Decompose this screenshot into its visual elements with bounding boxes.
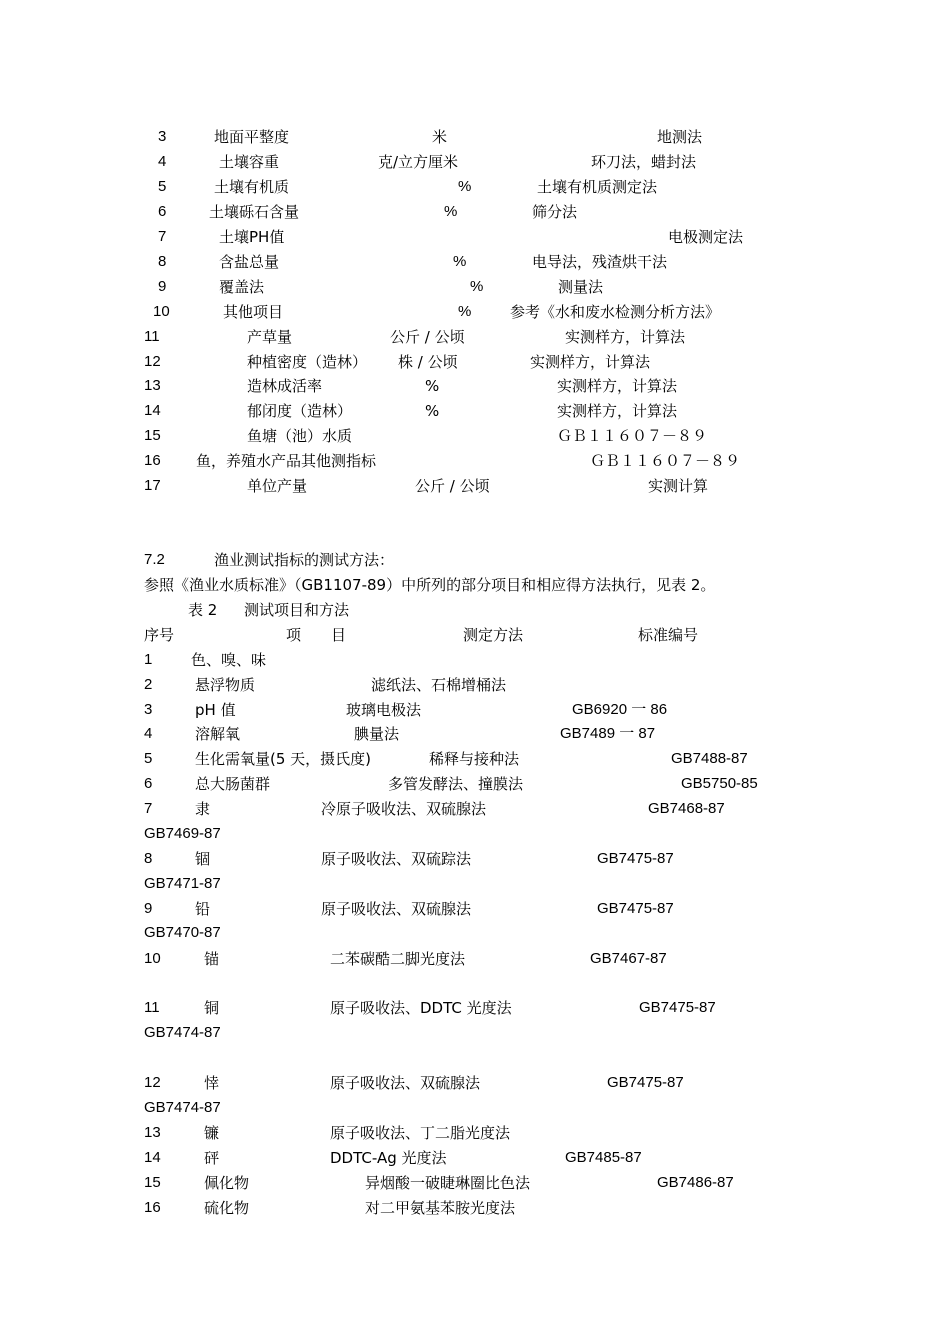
row-method: ＧＢ１１６０７－８９	[590, 452, 741, 470]
row-method: DDTC-Ag 光度法	[330, 1149, 447, 1167]
row-standard-continued: GB7469-87	[144, 825, 221, 842]
row-number: 10	[144, 950, 161, 967]
row-item: 鱼，养殖水产品其他测指标	[196, 452, 377, 470]
row-method: 原子吸收法、双硫腺法	[330, 1074, 481, 1092]
row-standard-continued: GB7471-87	[144, 875, 221, 892]
table2-row	[0, 1122, 950, 1144]
row-standard: GB7468-87	[648, 800, 725, 817]
row-standard-continued: GB7474-87	[144, 1024, 221, 1041]
row-item: 悬浮物质	[195, 676, 256, 694]
row-number: 14	[144, 1149, 161, 1166]
row-item: 土壤有机质	[214, 178, 290, 196]
row-number: 6	[158, 203, 167, 220]
row-item: 种植密度（造林）	[247, 353, 368, 371]
table1-row	[0, 251, 950, 273]
section-paragraph: 参照《渔业水质标准》（GB1107-89）中所列的部分项目和相应得方法执行，见表 2。	[144, 576, 716, 594]
row-number: 12	[144, 353, 161, 370]
row-unit: %	[453, 253, 467, 270]
row-method: 实测样方，计算法	[565, 328, 686, 346]
row-number: 16	[144, 452, 161, 469]
row-item: 土壤PH值	[219, 228, 285, 246]
row-item: 砰	[204, 1149, 220, 1167]
row-method: 玻璃电极法	[346, 701, 422, 719]
row-number: 14	[144, 402, 161, 419]
row-method: 异烟酸一破睫琳圈比色法	[365, 1174, 531, 1192]
row-unit: %	[458, 178, 472, 195]
table2-row	[0, 649, 950, 671]
table2-caption	[0, 599, 950, 621]
row-unit: 株 / 公顷	[398, 353, 458, 371]
row-number: 7	[144, 800, 153, 817]
row-method: 电导法，残渣烘干法	[532, 253, 668, 271]
table1-row	[0, 126, 950, 148]
row-number: 13	[144, 1124, 161, 1141]
table1-row	[0, 375, 950, 397]
table1-row	[0, 301, 950, 323]
row-standard: GB5750-85	[681, 775, 758, 792]
row-item: 土壤容重	[219, 153, 280, 171]
row-standard: GB6920 一 86	[572, 701, 668, 718]
row-method: 土壤有机质测定法	[537, 178, 658, 196]
row-number: 4	[144, 725, 153, 742]
row-item: 单位产量	[247, 477, 308, 495]
row-unit: 克/立方厘米	[378, 153, 459, 171]
row-method: 电极测定法	[668, 228, 744, 246]
table2-row-overflow	[0, 873, 950, 895]
row-number: 15	[144, 427, 161, 444]
row-item: 造林成活率	[247, 377, 323, 395]
section-title: 渔业测试指标的测试方法：	[214, 551, 395, 569]
table2-row	[0, 898, 950, 920]
row-number: 5	[158, 178, 167, 195]
row-number: 2	[144, 676, 153, 693]
table2-row-overflow	[0, 1022, 950, 1044]
header-method: 测定方法	[463, 626, 524, 644]
row-item: pH 值	[195, 701, 236, 719]
row-number: 16	[144, 1199, 161, 1216]
row-item: 铅	[195, 900, 211, 918]
row-number: 11	[144, 999, 160, 1016]
row-number: 10	[153, 303, 170, 320]
row-method: 二苯碳酷二脚光度法	[330, 950, 466, 968]
row-method: 多管发酵法、撞膜法	[388, 775, 524, 793]
row-unit: %	[470, 278, 484, 295]
section-number: 7.2	[144, 551, 165, 568]
row-standard: GB7485-87	[565, 1149, 642, 1166]
table2-row	[0, 997, 950, 1019]
row-method: 实测样方，计算法	[557, 377, 678, 395]
row-item: 总大肠菌群	[195, 775, 271, 793]
table2-row	[0, 674, 950, 696]
row-number: 17	[144, 477, 161, 494]
row-number: 13	[144, 377, 161, 394]
row-standard-continued: GB7470-87	[144, 924, 221, 941]
row-number: 3	[158, 128, 167, 145]
table2-row	[0, 948, 950, 970]
row-item: 溶解氧	[195, 725, 241, 743]
row-standard: GB7489 一 87	[560, 725, 656, 742]
table1-row	[0, 226, 950, 248]
table2-row	[0, 1147, 950, 1169]
table1-row	[0, 475, 950, 497]
row-item: 锚	[204, 950, 220, 968]
row-method: 地测法	[657, 128, 703, 146]
row-item: 隶	[195, 800, 211, 818]
section-paragraph-line	[0, 574, 950, 596]
table2-row-overflow	[0, 922, 950, 944]
row-method: 实测样方，计算法	[557, 402, 678, 420]
row-number: 8	[144, 850, 153, 867]
row-method: 稀释与接种法	[429, 750, 520, 768]
row-standard: GB7475-87	[597, 850, 674, 867]
row-unit: %	[425, 377, 440, 395]
row-item: 鱼塘（池）水质	[247, 427, 353, 445]
row-number: 4	[158, 153, 167, 170]
row-method: 筛分法	[532, 203, 578, 221]
table1-row	[0, 276, 950, 298]
row-item: 色、嗅、味	[191, 651, 267, 669]
row-number: 9	[144, 900, 153, 917]
row-item: 锢	[195, 850, 211, 868]
table2-row	[0, 723, 950, 745]
row-item: 其他项目	[223, 303, 284, 321]
table2-row	[0, 1172, 950, 1194]
row-standard: GB7486-87	[657, 1174, 734, 1191]
table1-row	[0, 201, 950, 223]
row-number: 5	[144, 750, 153, 767]
row-unit: 公斤 / 公顷	[415, 477, 490, 495]
row-number: 3	[144, 701, 153, 718]
row-method: 对二甲氨基苯胺光度法	[365, 1199, 516, 1217]
row-item: 产草量	[247, 328, 293, 346]
row-number: 12	[144, 1074, 161, 1091]
row-item: 覆盖法	[219, 278, 265, 296]
row-standard: GB7475-87	[607, 1074, 684, 1091]
row-method: ＧＢ１１６０７－８９	[557, 427, 708, 445]
row-unit: %	[444, 203, 458, 220]
row-item: 佩化物	[204, 1174, 250, 1192]
table2-row-overflow	[0, 1097, 950, 1119]
row-item: 郁闭度（造林）	[247, 402, 353, 420]
row-number: 8	[158, 253, 167, 270]
row-unit: 米	[432, 128, 448, 146]
row-number: 6	[144, 775, 153, 792]
row-number: 11	[144, 328, 160, 345]
row-number: 7	[158, 228, 167, 245]
row-item: 生化需氧量(5 天，摄氏度)	[195, 750, 372, 768]
row-method: 参考《水和废水检测分析方法》	[510, 303, 721, 321]
table-title: 测试项目和方法	[244, 601, 350, 619]
row-method: 实测计算	[648, 477, 709, 495]
row-number: 1	[144, 651, 153, 668]
row-method: 冷原子吸收法、双硫腺法	[321, 800, 487, 818]
row-method: 原子吸收法、双硫踪法	[321, 850, 472, 868]
table2-row	[0, 798, 950, 820]
row-method: 原子吸收法、双硫腺法	[321, 900, 472, 918]
table1-row	[0, 400, 950, 422]
row-item: 镰	[204, 1124, 220, 1142]
table-label: 表 2	[188, 601, 218, 619]
section-heading	[0, 549, 950, 571]
row-method: 滤纸法、石棉增桶法	[371, 676, 507, 694]
table2-header	[0, 624, 950, 646]
row-method: 实测样方，计算法	[530, 353, 651, 371]
row-standard: GB7467-87	[590, 950, 667, 967]
row-item: 地面平整度	[214, 128, 290, 146]
row-standard: GB7475-87	[597, 900, 674, 917]
row-number: 9	[158, 278, 167, 295]
row-number: 15	[144, 1174, 161, 1191]
table1-row	[0, 326, 950, 348]
table2-row	[0, 699, 950, 721]
row-method: 原子吸收法、DDTC 光度法	[330, 999, 512, 1017]
row-method: 腆量法	[354, 725, 400, 743]
row-unit: %	[425, 402, 440, 420]
row-item: 硫化物	[204, 1199, 250, 1217]
table1-row	[0, 450, 950, 472]
table2-row	[0, 1197, 950, 1219]
table2-row	[0, 773, 950, 795]
row-unit: 公斤 / 公顷	[390, 328, 465, 346]
row-method: 原子吸收法、丁二脂光度法	[330, 1124, 511, 1142]
table2-row	[0, 1072, 950, 1094]
table1-row	[0, 425, 950, 447]
row-item: 土壤砾石含量	[209, 203, 300, 221]
table2-row-overflow	[0, 823, 950, 845]
row-standard-continued: GB7474-87	[144, 1099, 221, 1116]
row-item: 悻	[204, 1074, 220, 1092]
table2-row	[0, 848, 950, 870]
table2-row	[0, 748, 950, 770]
row-method: 环刀法，蜡封法	[591, 153, 697, 171]
table1-row	[0, 176, 950, 198]
row-item: 铜	[204, 999, 220, 1017]
row-standard: GB7475-87	[639, 999, 716, 1016]
row-standard: GB7488-87	[671, 750, 748, 767]
table1-row	[0, 351, 950, 373]
row-unit: %	[458, 303, 472, 320]
header-item: 项 目	[286, 626, 347, 644]
header-number: 序号	[144, 626, 175, 644]
table1-row	[0, 151, 950, 173]
row-method: 测量法	[558, 278, 604, 296]
header-standard: 标准编号	[638, 626, 699, 644]
row-item: 含盐总量	[219, 253, 280, 271]
